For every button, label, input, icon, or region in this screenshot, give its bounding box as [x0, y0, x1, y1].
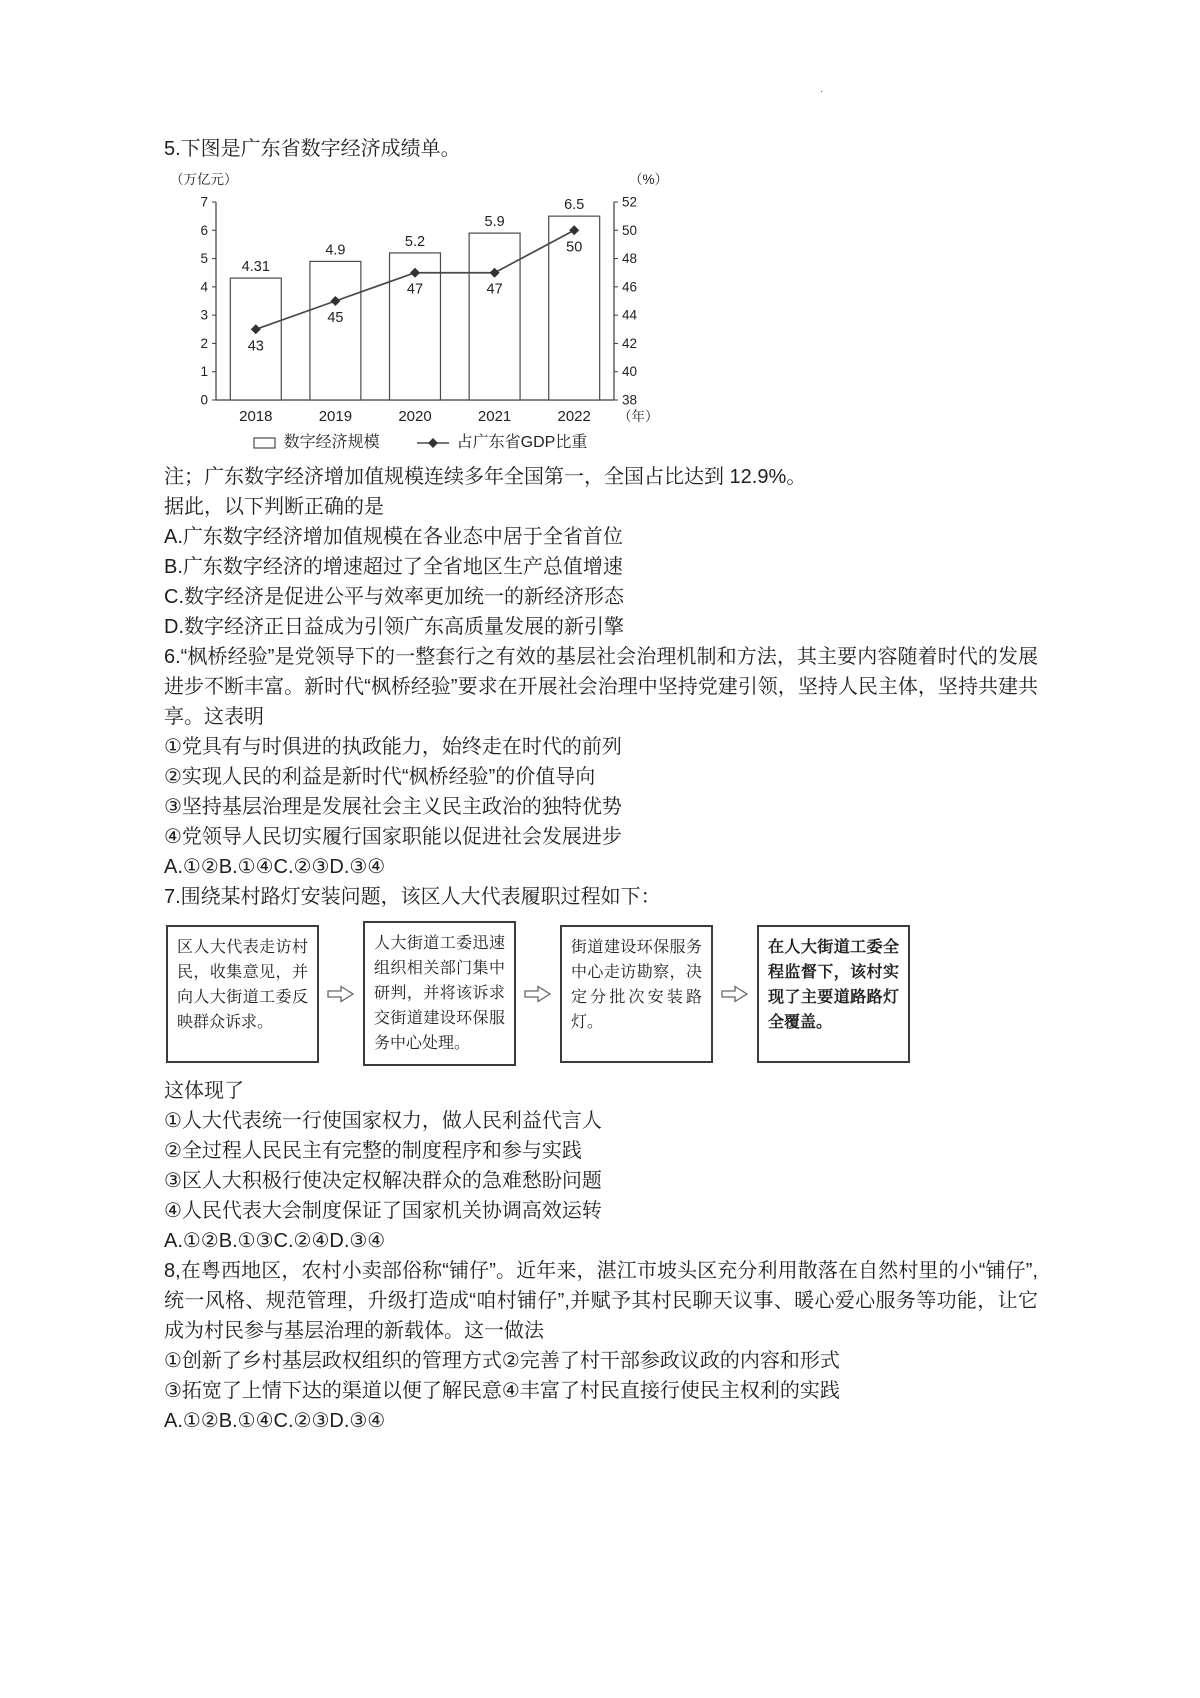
svg-text:48: 48: [622, 251, 638, 267]
page-content: [164, 134, 1038, 1436]
legend-item-line: [416, 432, 588, 454]
svg-text:2019: 2019: [318, 408, 353, 425]
chart-legend: [170, 432, 670, 454]
q8-answer-line: A.①②B.①④C.②③D.③④: [164, 1410, 386, 1432]
svg-text:52: 52: [622, 194, 638, 210]
q6-item-1: ①党具有与时俱进的执政能力，始终走在时代的前列: [164, 736, 622, 758]
svg-text:43: 43: [247, 338, 264, 355]
q6-answer-line: A.①②B.①④C.②③D.③④: [164, 856, 386, 878]
bar-swatch-icon: [253, 436, 277, 450]
svg-text:46: 46: [622, 279, 638, 295]
q6-stem: 6.“枫桥经验”是党领导下的一整套行之有效的基层社会治理机制和方法，其主要内容随着时代的发展进步不断丰富。新时代“枫桥经验”要求在开展社会治理中坚持党建引领，坚持人民主体，坚持共建共享。这表明: [164, 646, 1038, 728]
q7-item-3: ③区人大积极行使决定权解决群众的急难愁盼问题: [164, 1170, 602, 1192]
q7-stem: 7.围绕某村路灯安装问题，该区人大代表履职过程如下：: [164, 886, 661, 908]
svg-text:2018: 2018: [239, 408, 273, 425]
flowchart: [166, 921, 1038, 1066]
svg-text:（%）: （%）: [628, 172, 668, 187]
flow-step-1: 区人大代表走访村民，收集意见，并向人大街道工委反映群众诉求。: [166, 925, 319, 1063]
stray-dot: ·: [820, 86, 824, 97]
svg-text:4: 4: [200, 279, 208, 295]
svg-text:45: 45: [327, 310, 344, 326]
arrow-right-icon: [523, 983, 553, 1005]
q7-item-1: ①人大代表统一行使国家权力，做人民利益代言人: [164, 1110, 602, 1132]
q5-stem: 5.下图是广东省数字经济成绩单。: [164, 138, 461, 160]
digital-economy-chart: [170, 170, 670, 454]
flow-step-3: 街道建设环保服务中心走访勘察，决定分批次安装路灯。: [560, 925, 713, 1063]
line-swatch-icon: [416, 436, 450, 450]
svg-text:42: 42: [622, 335, 638, 351]
svg-text:7: 7: [200, 194, 208, 210]
svg-text:4.9: 4.9: [325, 242, 346, 259]
q7-item-2: ②全过程人民民主有完整的制度程序和参与实践: [164, 1140, 582, 1162]
question-7: [164, 882, 1038, 1256]
svg-text:5: 5: [200, 251, 208, 267]
question-6: [164, 642, 1038, 882]
svg-text:（万亿元）: （万亿元）: [170, 172, 238, 187]
q8-item-pair-1: ①创新了乡村基层政权组织的管理方式②完善了村干部参政议政的内容和形式: [164, 1350, 840, 1372]
svg-text:2: 2: [200, 335, 208, 351]
svg-text:（年）: （年）: [618, 409, 659, 424]
svg-text:47: 47: [406, 281, 424, 298]
question-8: [164, 1256, 1038, 1436]
q5-option-c: C.数字经济是促进公平与效率更加统一的新经济形态: [164, 586, 624, 608]
flow-step-2: 人大街道工委迅速组织相关部门集中研判，并将该诉求交街道建设环保服务中心处理。: [363, 921, 516, 1066]
svg-text:1: 1: [200, 364, 208, 380]
legend-label-bar: 数字经济规模: [283, 434, 380, 451]
chart-canvas: [170, 170, 670, 432]
legend-label-line: 占广东省GDP比重: [456, 434, 588, 451]
legend-item-bar: [253, 432, 380, 454]
svg-text:0: 0: [200, 392, 208, 408]
q5-option-b: B.广东数字经济的增速超过了全省地区生产总值增速: [164, 556, 623, 578]
q8-item-pair-2: ③拓宽了上情下达的渠道以便了解民意④丰富了村民直接行使民主权利的实践: [164, 1380, 840, 1402]
svg-text:50: 50: [566, 239, 583, 256]
svg-text:5.2: 5.2: [404, 233, 426, 250]
q5-option-d: D.数字经济正日益成为引领广东高质量发展的新引擎: [164, 616, 624, 638]
q5-option-a: A.广东数字经济增加值规模在各业态中居于全省首位: [164, 526, 623, 548]
svg-text:6: 6: [200, 222, 208, 238]
svg-text:6.5: 6.5: [564, 197, 585, 214]
svg-text:50: 50: [622, 222, 638, 238]
arrow-right-icon: [326, 983, 356, 1005]
svg-text:2022: 2022: [557, 408, 591, 425]
q7-item-4: ④人民代表大会制度保证了国家机关协调高效运转: [164, 1200, 602, 1222]
flow-step-4: 在人大街道工委全程监督下，该村实现了主要道路路灯全覆盖。: [757, 925, 910, 1063]
svg-text:47: 47: [486, 281, 503, 298]
svg-text:3: 3: [200, 307, 208, 323]
svg-text:2021: 2021: [477, 408, 512, 425]
q6-item-2: ②实现人民的利益是新时代“枫桥经验”的价值导向: [164, 766, 596, 788]
svg-text:40: 40: [622, 364, 638, 380]
svg-text:38: 38: [622, 392, 638, 408]
svg-text:4.31: 4.31: [241, 259, 270, 276]
q6-item-4: ④党领导人民切实履行国家职能以促进社会发展进步: [164, 826, 622, 848]
svg-text:5.9: 5.9: [484, 214, 505, 231]
q5-note: 注；广东数字经济增加值规模连续多年全国第一，全国占比达到 12.9%。: [164, 466, 807, 488]
arrow-right-icon: [720, 983, 750, 1005]
q8-stem: 8,在粤西地区，农村小卖部俗称“铺仔”。近年来，湛江市坡头区充分利用散落在自然村里的小“铺仔”,统一风格、规范管理，升级打造成“咱村铺仔”,并赋予其村民聊天议事、暖心爱心服务等功能，让它成为村民参与基层治理的新载体。这一做法: [164, 1260, 1038, 1342]
q7-follow: 这体现了: [164, 1080, 244, 1102]
q5-prompt: 据此，以下判断正确的是: [164, 496, 384, 518]
question-5: [164, 134, 1038, 642]
q6-item-3: ③坚持基层治理是发展社会主义民主政治的独特优势: [164, 796, 622, 818]
svg-text:2020: 2020: [398, 408, 432, 425]
q7-answer-line: A.①②B.①③C.②④D.③④: [164, 1230, 386, 1252]
svg-text:44: 44: [622, 307, 638, 323]
